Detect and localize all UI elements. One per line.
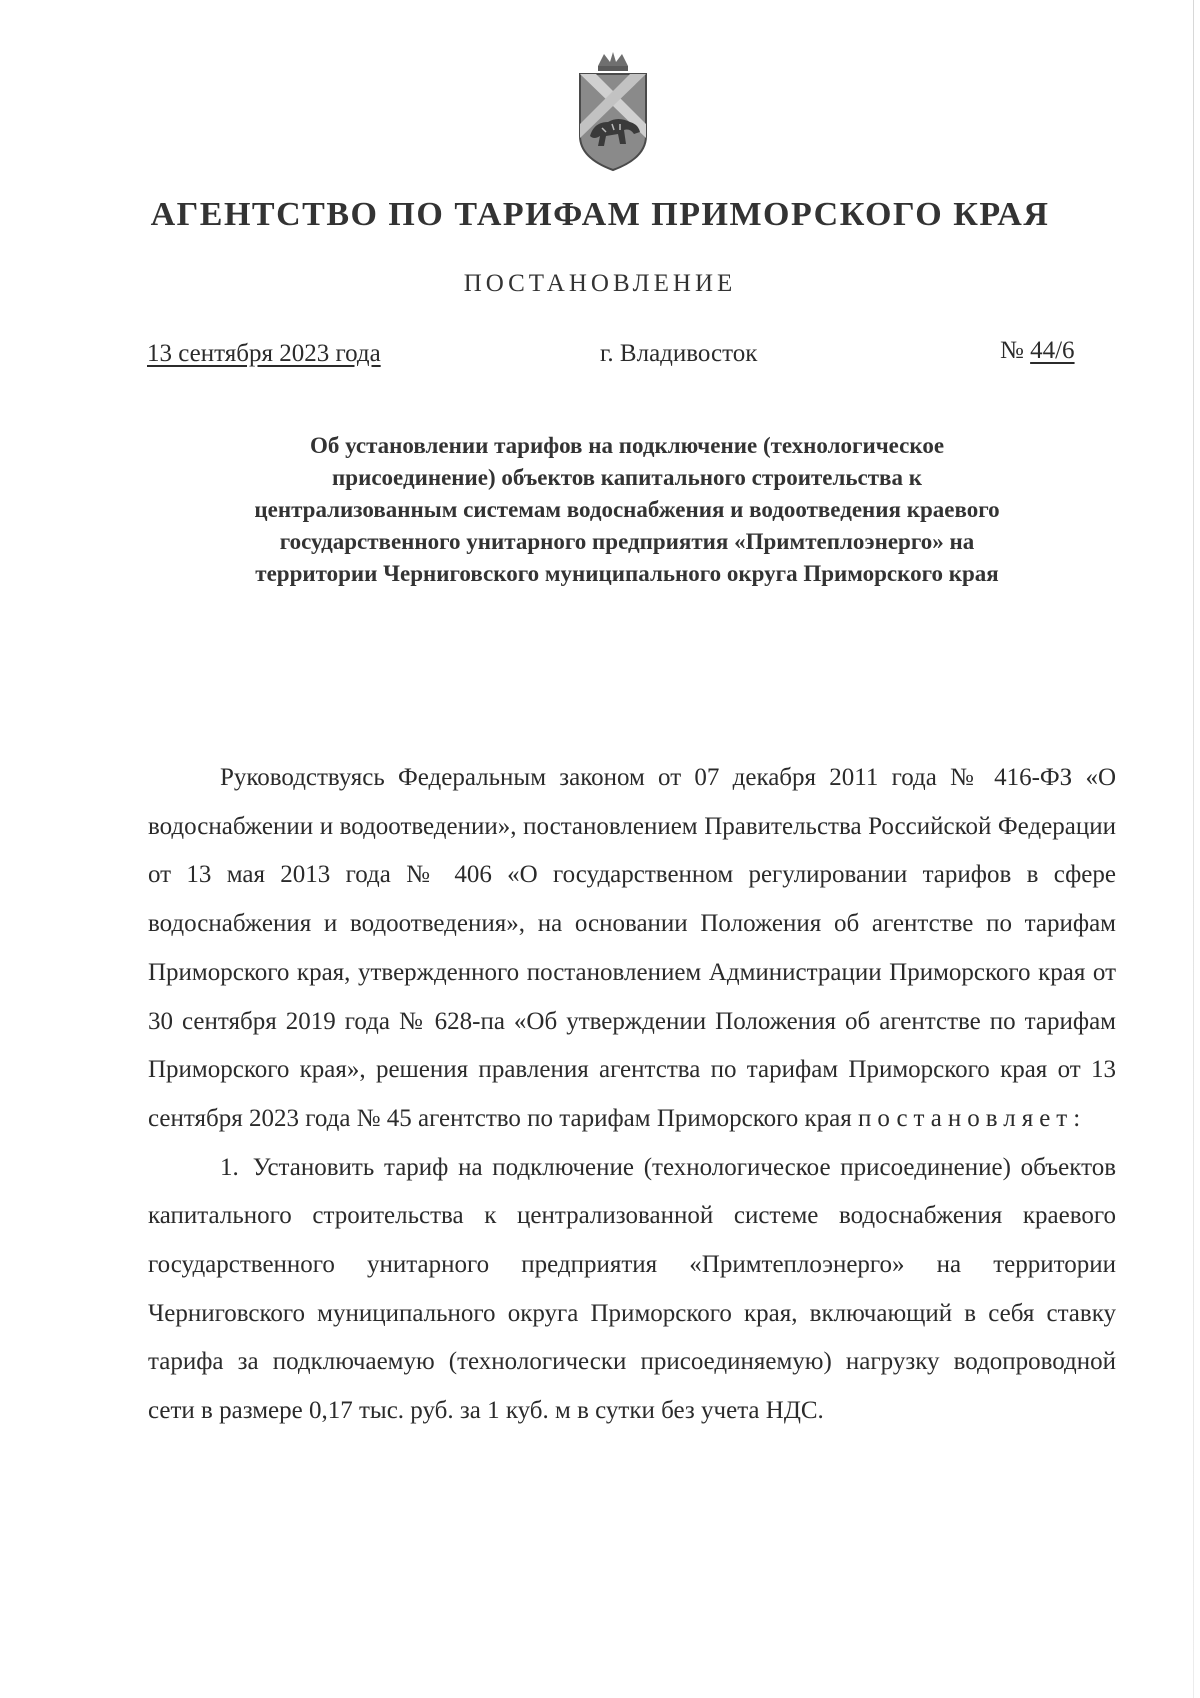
item-1-number: 1. [220, 1153, 239, 1181]
item-1-text: Установить тариф на подключение (технологическое присоединение) объектов капитального строительства к централизованной системе водоснабжения краевого государственного унитарного предприятия «Примтеплоэнерго» на территории Черниговского муниципального округа Приморского края, включающий в себя ставку тарифа за подключаемую (технологически присоединяемую) нагрузку водопроводной сети в размере 0,17 тыс. руб. за 1 куб. м в сутки без учета НДС. [148, 1153, 1116, 1425]
scan-edge-line [1193, 0, 1194, 1698]
number-prefix: № [1000, 337, 1024, 364]
number-value: 44/6 [1030, 337, 1075, 364]
coat-of-arms-icon [574, 52, 652, 174]
document-body [148, 754, 1116, 1436]
preamble-paragraph [148, 754, 1116, 1144]
document-date: 13 сентября 2023 года [147, 340, 381, 367]
document-city: г. Владивосток [600, 340, 758, 367]
document-subject: Об установлении тарифов на подключение (технологическое присоединение) объектов капитального строительства к централизованным системам водоснабжения и водоотведения краевого государственного унитарного предприятия «Примтеплоэнерго» на территории Черниговского муниципального округа Приморского края [254, 433, 1000, 586]
decree-word: постановляет: [857, 1104, 1087, 1132]
preamble-text: Руководствуясь Федеральным законом от 07 декабря 2011 года № 416-ФЗ «О водоснабжении и водоотведении», постановлением Правительства Российской Федерации от 13 мая 2013 года № 406 «О государственном регулировании тарифов в сфере водоснабжения и водоотведения», на основании Положения об агентстве по тарифам Приморского края, утвержденного постановлением Администрации Приморского края от 30 сентября 2019 года № 628-па «Об утверждении Положения об агентстве по тарифам Приморского края», решения правления агентства по тарифам Приморского края от 13 сентября 2023 года № 45 агентство по тарифам Приморского края [148, 764, 1116, 1132]
agency-title: АГЕНТСТВО ПО ТАРИФАМ ПРИМОРСКОГО КРАЯ [150, 196, 1050, 233]
document-type: ПОСТАНОВЛЕНИЕ [463, 270, 737, 297]
item-1-paragraph [148, 1144, 1116, 1436]
document-number [1000, 337, 1075, 365]
